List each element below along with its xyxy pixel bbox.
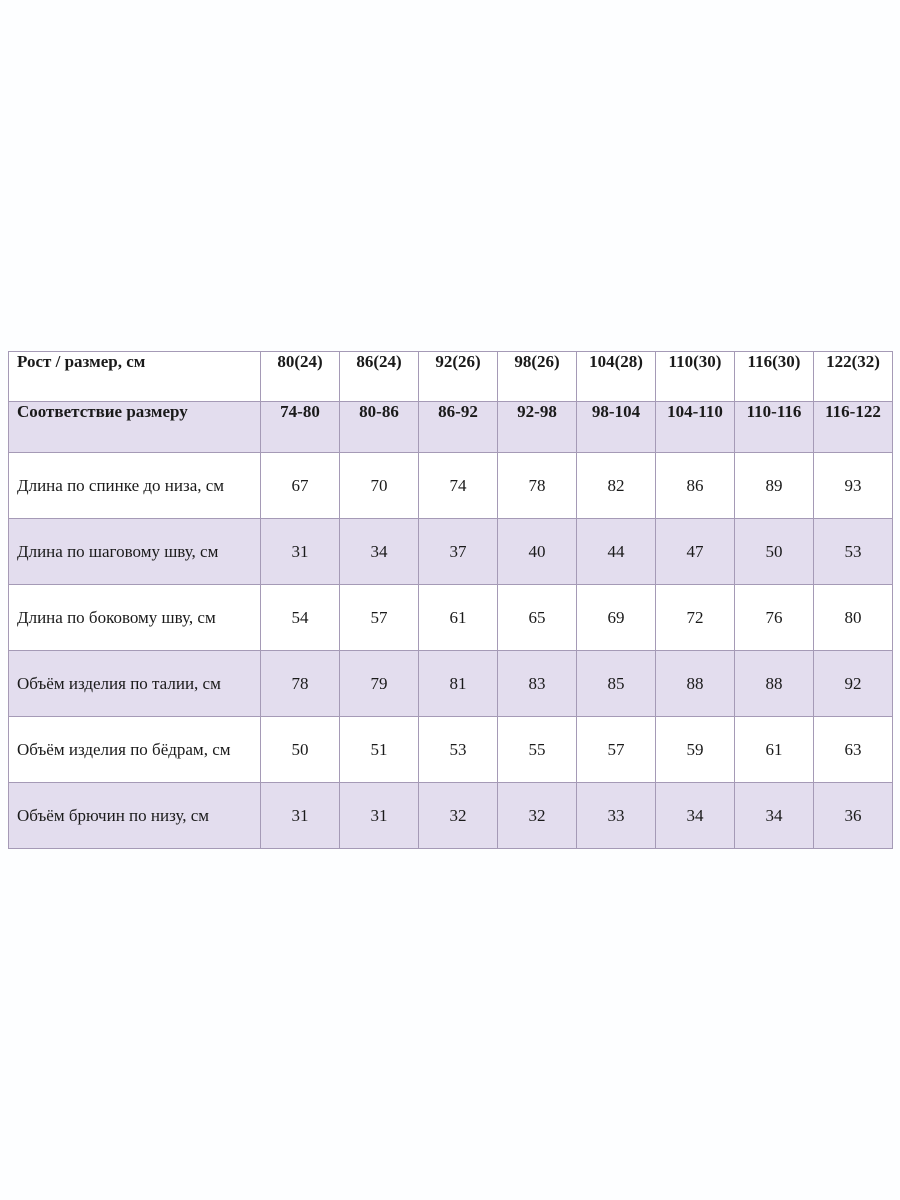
table-cell: 78	[498, 453, 577, 519]
table-cell: 31	[261, 519, 340, 585]
header-label: Рост / размер, см	[9, 352, 261, 402]
table-cell: 70	[340, 453, 419, 519]
table-cell: 88	[735, 651, 814, 717]
table-cell: 44	[577, 519, 656, 585]
correspondence-cell: 110-116	[735, 402, 814, 453]
correspondence-cell: 86-92	[419, 402, 498, 453]
table-cell: 51	[340, 717, 419, 783]
correspondence-cell: 92-98	[498, 402, 577, 453]
table-cell: 55	[498, 717, 577, 783]
table-cell: 34	[656, 783, 735, 849]
table-row-waist-volume	[9, 651, 893, 717]
table-cell: 59	[656, 717, 735, 783]
table-cell: 81	[419, 651, 498, 717]
table-cell: 61	[419, 585, 498, 651]
table-cell: 33	[577, 783, 656, 849]
table-cell: 61	[735, 717, 814, 783]
table-cell: 36	[814, 783, 893, 849]
table-row-hip-volume	[9, 717, 893, 783]
size-chart-table	[8, 351, 893, 849]
table-cell: 92	[814, 651, 893, 717]
row-label: Объём изделия по бёдрам, см	[9, 717, 261, 783]
table-cell: 53	[814, 519, 893, 585]
table-cell: 93	[814, 453, 893, 519]
row-label: Длина по боковому шву, см	[9, 585, 261, 651]
table-cell: 88	[656, 651, 735, 717]
table-cell: 74	[419, 453, 498, 519]
table-cell: 69	[577, 585, 656, 651]
table-cell: 86	[656, 453, 735, 519]
size-header-cell: 86(24)	[340, 352, 419, 402]
size-header-cell: 98(26)	[498, 352, 577, 402]
table-cell: 65	[498, 585, 577, 651]
table-cell: 53	[419, 717, 498, 783]
table-cell: 40	[498, 519, 577, 585]
size-header-cell: 80(24)	[261, 352, 340, 402]
table-cell: 50	[735, 519, 814, 585]
table-cell: 57	[577, 717, 656, 783]
table-cell: 79	[340, 651, 419, 717]
table-row-back-length	[9, 453, 893, 519]
correspondence-cell: 74-80	[261, 402, 340, 453]
row-label: Объём брючин по низу, см	[9, 783, 261, 849]
size-header-cell: 116(30)	[735, 352, 814, 402]
correspondence-cell: 98-104	[577, 402, 656, 453]
table-cell: 31	[261, 783, 340, 849]
size-header-cell: 110(30)	[656, 352, 735, 402]
table-row-side-seam-length	[9, 585, 893, 651]
size-header-cell: 104(28)	[577, 352, 656, 402]
table-cell: 31	[340, 783, 419, 849]
row-label: Объём изделия по талии, см	[9, 651, 261, 717]
table-cell: 34	[735, 783, 814, 849]
table-row-inseam-length	[9, 519, 893, 585]
table-cell: 32	[419, 783, 498, 849]
table-cell: 83	[498, 651, 577, 717]
correspondence-cell: 80-86	[340, 402, 419, 453]
table-cell: 67	[261, 453, 340, 519]
table-cell: 34	[340, 519, 419, 585]
table-cell: 78	[261, 651, 340, 717]
table-cell: 37	[419, 519, 498, 585]
table-cell: 76	[735, 585, 814, 651]
table-cell: 72	[656, 585, 735, 651]
row-label: Длина по шаговому шву, см	[9, 519, 261, 585]
table-cell: 63	[814, 717, 893, 783]
table-cell: 82	[577, 453, 656, 519]
table-cell: 54	[261, 585, 340, 651]
correspondence-cell: 116-122	[814, 402, 893, 453]
table-cell: 50	[261, 717, 340, 783]
table-cell: 89	[735, 453, 814, 519]
row-label: Длина по спинке до низа, см	[9, 453, 261, 519]
correspondence-label: Соответствие размеру	[9, 402, 261, 453]
correspondence-row	[9, 402, 893, 453]
table-row-leg-opening	[9, 783, 893, 849]
table-cell: 80	[814, 585, 893, 651]
table-cell: 47	[656, 519, 735, 585]
table-cell: 85	[577, 651, 656, 717]
size-header-cell: 122(32)	[814, 352, 893, 402]
header-row	[9, 352, 893, 402]
table-cell: 57	[340, 585, 419, 651]
size-header-cell: 92(26)	[419, 352, 498, 402]
correspondence-cell: 104-110	[656, 402, 735, 453]
table-cell: 32	[498, 783, 577, 849]
